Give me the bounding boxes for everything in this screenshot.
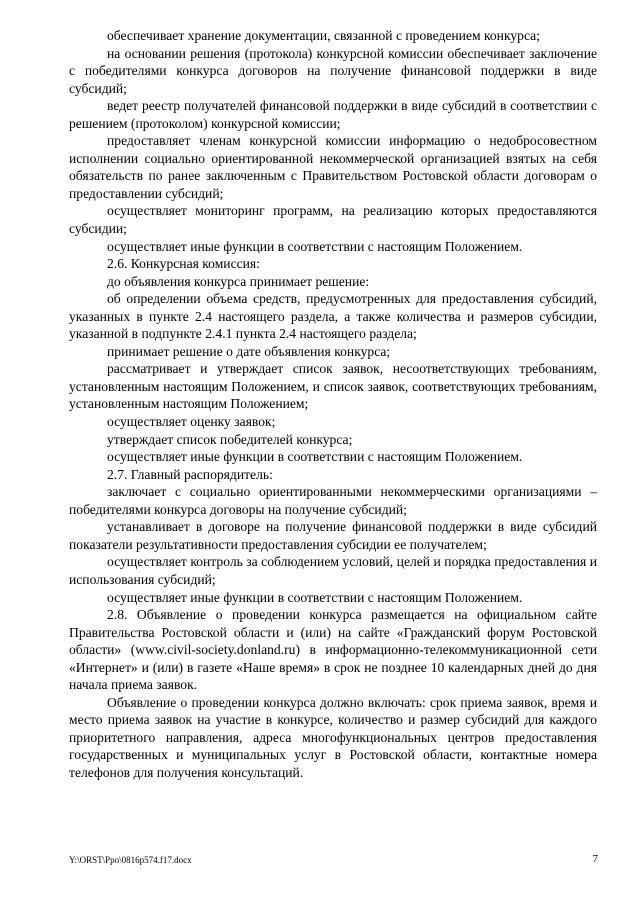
section-paragraph-2-8: 2.8. Объявление о проведении конкурса размещается на официальном сайте Правительства Ростовской области и (или) на сайте «Гражданский форум Ростовской области» (www.civil-society.donland.ru) в информационно-телекоммуникационной сети «Интернет» и (или) в газете «Наше время» в срок не позднее 10 календарных дней до дня начала приема заявок.: [69, 607, 597, 693]
footer-file-path: Y:\ORST\Ppo\0816p574.f17.docx: [69, 855, 192, 865]
paragraph: предоставляет членам конкурсной комиссии информацию о недобросовестном исполнении социально ориентированной некоммерческой организацией взятых на себя обязательств по ранее заключенным с Правительством Ростовской области договорам о предоставлении субсидий;: [69, 133, 597, 201]
paragraph: осуществляет иные функции в соответствии с настоящим Положением.: [107, 589, 523, 605]
paragraph: заключает с социально ориентированными некоммерческими организациями – победителями конкурса договоры на получение субсидий;: [69, 484, 597, 517]
paragraph: до объявления конкурса принимает решение:: [107, 273, 370, 289]
page-number: 7: [592, 853, 598, 865]
paragraph: рассматривает и утверждает список заявок, несоответствующих требованиям, установленным настоящим Положением, и список заявок, соответствующих требованиям, установленным настоящим Положением;: [69, 361, 597, 412]
paragraph: Объявление о проведении конкурса должно включать: срок приема заявок, время и место приема заявок на участие в конкурсе, количество и размер субсидий для каждого приоритетного направления, адреса многофункциональных центров предоставления государственных и муниципальных услуг в Ростовской области, контактные номера телефонов для получения консультаций.: [69, 694, 597, 780]
document-body: [69, 27, 597, 782]
section-heading-2-7: 2.7. Главный распорядитель:: [107, 466, 273, 482]
paragraph: устанавливает в договоре на получение финансовой поддержки в виде субсидий показатели результативности предоставления субсидии ее получателем;: [69, 519, 597, 552]
paragraph: осуществляет мониторинг программ, на реализацию которых предоставляются субсидии;: [69, 203, 597, 237]
paragraph: принимает решение о дате объявления конкурса;: [107, 343, 391, 359]
paragraph: осуществляет контроль за соблюдением условий, целей и порядка предоставления и использования субсидий;: [69, 554, 597, 587]
paragraph: об определении объема средств, предусмотренных для предоставления субсидий, указанных в пункте 2.4 настоящего раздела, а также количества и размеров субсидии, указанной в подпункте 2.4.1 пункта 2.4 настоящего раздела;: [69, 291, 597, 342]
paragraph: утверждает список победителей конкурса;: [107, 431, 353, 447]
paragraph: обеспечивает хранение документации, связанной с проведением конкурса;: [107, 28, 540, 43]
paragraph: осуществляет оценку заявок;: [107, 414, 276, 430]
paragraph: осуществляет иные функции в соответствии с настоящим Положением.: [107, 449, 523, 465]
section-heading-2-6: 2.6. Конкурсная комиссия:: [107, 256, 260, 272]
paragraph: на основании решения (протокола) конкурсной комиссии обеспечивает заключение с победителями конкурса договоров на получение финансовой поддержки в виде субсидий;: [69, 45, 597, 96]
paragraph: ведет реестр получателей финансовой поддержки в виде субсидий в соответствии с решением (протоколом) конкурсной комиссии;: [69, 98, 597, 131]
paragraph: осуществляет иные функции в соответствии с настоящим Положением.: [107, 238, 523, 254]
